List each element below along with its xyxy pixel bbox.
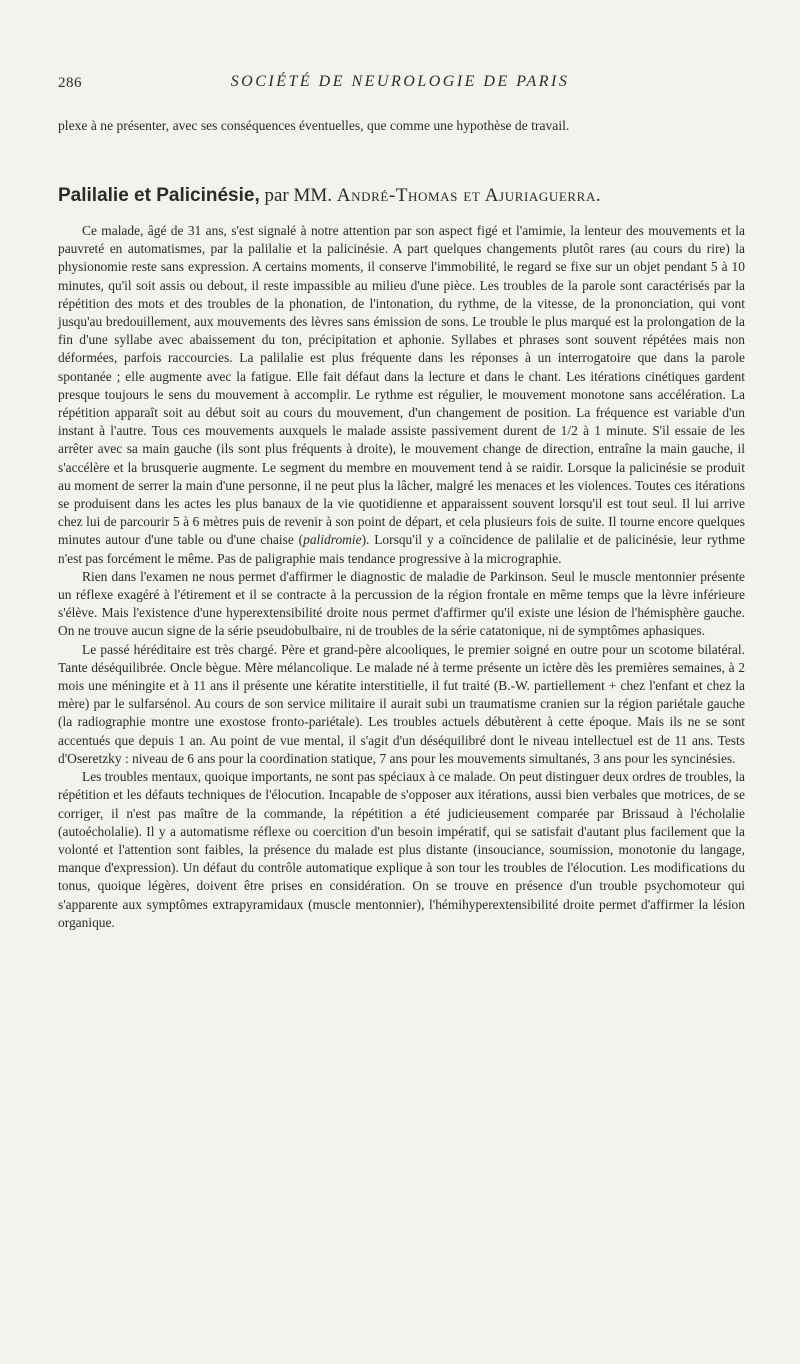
paragraph-1-tail: ). Lorsqu'il y a coïncidence de palilalie et de palicinésie, leur rythme n'est pas forcément le même. Pas de paligraphie mais tendance progressive à la micrographie. [58, 532, 746, 566]
paragraph-3: Le passé héréditaire est très chargé. Père et grand-père alcooliques, le premier soigné en outre pour un scotome bilatéral. Tante déséquilibrée. Oncle bègue. Mère mélancolique. Le malade né à terme présente un ictère dès les premières semaines, à 2 mois une méningite et à 11 ans il présente une kératite interstitielle, il fut traité (B.-W. partiellement + chez l'enfant et chez la mère) par le sulfarsénol. Au cours de son service militaire il aurait subi un traumatisme cranien sur la région pariétale gauche (la radiographie montre une exostose fronto-pariétale). Les troubles actuels débutèrent à cette époque. Mais ils ne se sont accentués que depuis 1 an. Au point de vue mental, il s'agit d'un déséquilibré dont le niveau intellectuel est de 11 ans. Tests d'Oseretzky : niveau de 6 ans pour la coordination statique, 7 ans pour les mouvements simultanés, 3 ans pour les syncinésies. [58, 641, 745, 766]
article-body [58, 222, 745, 932]
running-head: SOCIÉTÉ DE NEUROLOGIE DE PARIS [230, 73, 570, 90]
continuation-paragraph: plexe à ne présenter, avec ses conséquences éventuelles, que comme une hypothèse de travail. [58, 118, 570, 133]
article-title: Palilalie et Palicinésie, [58, 185, 260, 206]
page-header [58, 73, 742, 97]
paragraph-1-italic: palidromie [303, 532, 362, 548]
paragraph-4: Les troubles mentaux, quoique importants, ne sont pas spéciaux à ce malade. On peut distinguer deux ordres de troubles, la répétition et les défauts techniques de l'élocution. Incapable de s'opposer aux itérations, aussi bien verbales que motrices, de se corriger, il n'est pas maître de la commande, la répétition a été judicieusement comparée par Brissaud à l'écholalie (autoécholalie). Il y a automatisme réflexe ou coercition d'un besoin impératif, qui se satisfait d'autant plus facilement que la volonté et l'attention sont faibles, la présence du malade est plus distante (insouciance, soumission, monotonie du langage, manque d'expression). Un défaut du contrôle automatique explique à son tour les troubles de l'élocution. Les modifications du tonus, quoique légères, doivent être prises en considération. On se trouve en présence d'un trouble psychomoteur qui s'apparente aux symptômes extrapyramidaux (muscle mentonnier), l'hémihyperextensibilité droite permet d'affirmer la lésion organique. [58, 769, 745, 930]
article-heading [58, 185, 758, 207]
article-authors: André-Thomas et Ajuriaguerra. [336, 185, 602, 206]
paragraph-2: Rien dans l'examen ne nous permet d'affirmer le diagnostic de maladie de Parkinson. Seul le muscle mentonnier présente un réflexe exagéré à l'étirement et il se contracte à la percussion de la région frontale en même temps que la lèvre inférieure s'élève. Mais l'existence d'une hyperextensibilité droite nous permet d'affirmer qu'il existe une lésion de l'hémisphère gauche. On ne trouve aucun signe de la série pseudobulbaire, ni de troubles de la série catatonique, ni de symptômes aphasiques. [58, 568, 745, 639]
paragraph-1-text: Ce malade, âgé de 31 ans, s'est signalé à notre attention par son aspect figé et l'amimie, la lenteur des mouvements et la pauvreté en automatismes, par la palilalie et la palicinésie. A part quelques changements plutôt rares (au cours du rire) la physionomie reste sans expression. A certains moments, il conserve l'immobilité, le regard se fixe sur un objet pendant 5 à 10 minutes, qu'il soit assis ou debout, il reste impassible au milieu d'une pièce. Les troubles de la parole sont caractérisés par la répétition des mots et des troubles de la phonation, de l'intonation, du rythme, de la vitesse, de la prononciation, qui vont jusqu'au bredouillement, aux mouvements des lèvres sans émission de sons. Le trouble le plus marqué est la prolongation de la fin d'une syllabe avec abaissement du ton, précipitation et aphonie. Syllabes et phrases sont souvent répétées mais non déformées, parfois raccourcies. La palilalie est plus fréquente dans les réponses à un interrogatoire que dans la parole spontanée ; elle augmente avec la fatigue. Elle fait défaut dans la lecture et dans le chant. Les itérations cinétiques gardent presque toujours le sens du mouvement à accomplir. Le rythme est régulier, le mouvement monotone sans accélération. La répétition apparaît soit au début soit au cours du mouvement, d'un changement de position. La fréquence est variable d'un instant à l'autre. Tous ces mouvements auxquels le malade assiste passivement durent de 1/2 à 1 minute. S'il essaie de les arrêter avec sa main gauche (ils sont plus fréquents à droite), le mouvement change de direction, entraîne la main gauche, il s'accélère et la brusquerie augmente. Le segment du membre en mouvement tend à se raidir. Lorsque la palicinésie se produit au moment de serrer la main d'une personne, il ne peut plus la lâcher, malgré les menaces et les violences. Toutes ces itérations se produisent dans les actes les plus banaux de la vie quotidienne et apparaissent souvent lorsqu'il est tout seul. Il lui arrive chez lui de parcourir 5 à 6 mètres puis de revenir à son point de départ, et cela plusieurs fois de suite. Il tourne encore quelques minutes autour d'une table ou d'une chaise ( [58, 223, 745, 548]
article-by: par MM. [259, 185, 337, 206]
page-number: 286 [58, 75, 82, 91]
paragraph-1 [58, 222, 745, 568]
